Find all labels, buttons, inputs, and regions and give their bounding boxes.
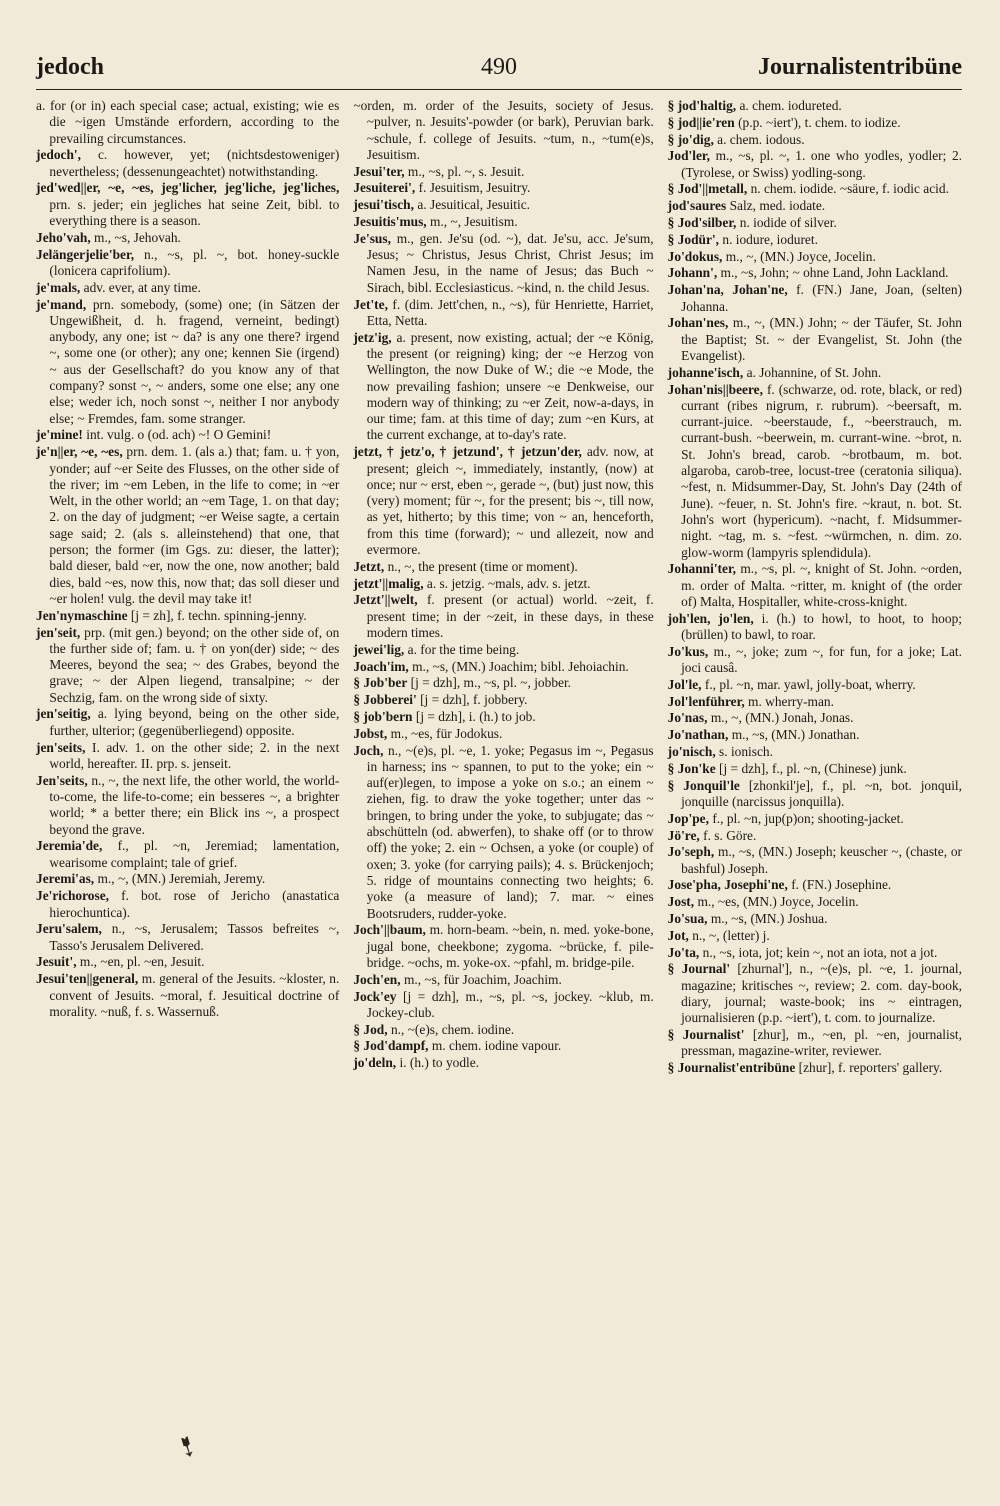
entry-definition: Salz, med. iodate.: [729, 198, 826, 214]
entry-headword: Jö're,: [667, 827, 700, 843]
entry-headword: § Jod,: [353, 1021, 388, 1037]
dictionary-entry: [668, 727, 962, 743]
entry-definition: m., ~en, pl. ~en, Jesuit.: [79, 954, 205, 970]
entry-definition: m., ~s, pl. ~, s. Jesuit.: [407, 163, 525, 179]
entry-headword: Jo'nathan,: [667, 727, 729, 743]
dictionary-entry: [36, 608, 339, 624]
entry-definition: n., ~(e)s, pl. ~e, 1. yoke; Pegasus im ~, Pegasus in harness; ins ~ spannen, to put to the yoke; ein ~ auf(er)legen, to impose a yoke on s.o.; an einem ~ ziehen, fig. to draw the yoke together; unter das ~ bringen, to bring under the yoke, to subjugate; das ~ abschütteln (od. abwerfen), to shake off (or to throw off) the yoke; 2. ein ~ Ochsen, a yoke (or couple) of oxen; 3. yoke (for carrying pails); 4. s. Brückenjoch; 5. ridge of mountains connecting two heights; 6. yoke (a measure of land); 7. mar. ~ eines Bootsruders, rudder-yoke.: [366, 742, 654, 921]
dictionary-entry: [668, 911, 962, 927]
dictionary-entry: [668, 198, 962, 214]
dictionary-entry: [353, 989, 653, 1022]
entry-definition: a. chem. iodous.: [717, 131, 805, 147]
entry-definition: n., ~(e)s, chem. iodine.: [390, 1021, 515, 1037]
entry-headword: jen'seit,: [36, 624, 81, 640]
entry-definition: m., ~es, für Jodokus.: [390, 725, 503, 741]
entry-headword: § jod'haltig,: [667, 98, 737, 113]
dictionary-entry: [353, 180, 653, 196]
entry-headword: Jo'dokus,: [667, 248, 723, 264]
dictionary-entry: [353, 197, 653, 213]
entry-definition: [zhur], f. reporters' gallery.: [798, 1060, 943, 1076]
entry-definition: m., ~s, (MN.) Joseph; keuscher ~, (chaste, or bashful) Joseph.: [681, 844, 962, 876]
entry-headword: Jesuitis'mus,: [353, 214, 427, 230]
dictionary-entry: [36, 773, 339, 838]
entry-definition: m., ~s, John; ~ ohne Land, John Lackland.: [720, 265, 949, 281]
entry-headword: Jeremi'as,: [36, 871, 95, 887]
dictionary-entry: [668, 945, 962, 961]
entry-headword: Joch'en,: [353, 971, 401, 987]
entry-headword: Jeru'salem,: [36, 921, 102, 937]
entry-definition: adv. now, at present; gleich ~, immediately, instantly, (now) at once; nur ~ erst, eben ~, gerade ~, (but) just now, this (very) moment; für ~, for the present; bis ~, till now, as yet, hitherto; by this time; von ~ an, henceforth, from this time (forward); ~ und allezeit, now and evermore.: [366, 444, 654, 558]
dictionary-entry: [668, 710, 962, 726]
entry-headword: Jobst,: [353, 725, 388, 741]
entry-headword: johanne'isch,: [667, 364, 744, 380]
entry-headword: Jesuiterei',: [353, 180, 416, 196]
entry-definition: [j = dzh], f., pl. ~n, (Chinese) junk.: [719, 760, 907, 776]
dictionary-entry: [668, 677, 962, 693]
entry-headword: Jen'nymaschine: [36, 607, 128, 623]
entry-definition: [zhonkil'je], f., pl. ~n, bot. jonquil, jonquille (narcissus jonquilla).: [681, 777, 962, 809]
dictionary-entry: [36, 297, 339, 427]
dictionary-entry: [353, 98, 653, 163]
entry-headword: joh'len, jo'len,: [667, 610, 754, 626]
entry-definition: m., ~s, Jehovah.: [94, 229, 181, 245]
dictionary-entry: [668, 265, 962, 281]
dictionary-entry: [36, 954, 339, 970]
entry-headword: Jesui'ten||general,: [36, 971, 139, 987]
dictionary-entry: [36, 427, 339, 443]
entry-definition: n., ~, the next life, the other world, the world-to-come, the life-to-come; ein besseres ~, a brighter world; * a better there; ein Blick ins ~, a prospect beyond the grave.: [49, 772, 340, 837]
entry-definition: [j = dzh], i. (h.) to job.: [415, 708, 536, 724]
dictionary-entry: [668, 249, 962, 265]
entry-headword: § Jod'||metall,: [667, 181, 748, 197]
dictionary-entry: [353, 743, 653, 922]
dictionary-entry: [668, 778, 962, 811]
entry-headword: Jetzt,: [353, 558, 385, 574]
dictionary-entry: [36, 180, 339, 229]
dictionary-entry: [668, 877, 962, 893]
entry-definition: f. present (or actual) world. ~zeit, f. present time; in der ~zeit, in these days, in these modern times.: [366, 592, 654, 640]
entry-definition: m., ~s, pl. ~, knight of St. John. ~orden, m. order of Malta. ~ritter, m. knight of (the order of) Malta, Hospitaller, white-cross-knight.: [681, 561, 962, 609]
dictionary-entry: [353, 642, 653, 658]
dictionary-entry: [353, 659, 653, 675]
entry-definition: f., pl. ~n, Jeremiad; lamentation, wearisome complaint; tale of grief.: [49, 838, 340, 870]
entry-definition: n., ~s, Jerusalem; Tassos befreites ~, Tasso's Jerusalem Delivered.: [49, 921, 340, 953]
dictionary-entry: [36, 625, 339, 706]
entry-headword: § Jonquil'le: [667, 777, 740, 793]
dictionary-entry: [353, 972, 653, 988]
entry-headword: § Journalist'entribüne: [667, 1060, 796, 1076]
entry-headword: jod'saures: [667, 198, 727, 214]
entry-headword: § Jodür',: [667, 231, 720, 247]
entry-definition: m., ~s, (MN.) Jonathan.: [731, 727, 860, 743]
dictionary-entry: [668, 644, 962, 677]
dictionary-entry: [353, 444, 653, 558]
entry-definition: f. (dim. Jett'chen, n., ~s), für Henriette, Harriet, Etta, Netta.: [366, 296, 654, 328]
dictionary-entry: [668, 961, 962, 1026]
dictionary-entry: [353, 726, 653, 742]
column-right: [668, 98, 962, 1077]
dictionary-entry: [36, 971, 339, 1020]
dictionary-entry: [668, 132, 962, 148]
entry-definition: a. s. jetzig. ~mals, adv. s. jetzt.: [426, 575, 591, 591]
entry-headword: Jeho'vah,: [36, 229, 91, 245]
margin-mark-icon: ➷: [169, 1428, 200, 1464]
dictionary-entry: [353, 1038, 653, 1054]
entry-headword: Jen'seits,: [36, 772, 88, 788]
dictionary-entry: [668, 365, 962, 381]
dictionary-entry: [668, 382, 962, 561]
dictionary-entry: [668, 561, 962, 610]
dictionary-entry: [668, 148, 962, 181]
dictionary-entry: [353, 214, 653, 230]
entry-definition: m. wherry-man.: [748, 693, 834, 709]
dictionary-entry: [36, 444, 339, 607]
entry-definition: n. chem. iodide. ~säure, f. iodic acid.: [750, 181, 949, 197]
dictionary-entry: [36, 247, 339, 280]
dictionary-entry: [353, 922, 653, 971]
entry-headword: jesui'tisch,: [353, 197, 414, 213]
dictionary-entry: [353, 592, 653, 641]
entry-headword: jen'seitig,: [36, 706, 91, 722]
entry-headword: jen'seits,: [36, 739, 86, 755]
entry-definition: a. for (or in) each special case; actual, existing; wie es die ~igen Umstände erfordern, according to the prevailing circumstances.: [36, 98, 340, 146]
left-guide-word: jedoch: [36, 54, 104, 80]
entry-definition: m., ~, joke; zum ~, for fun, for a joke; Lat. joci causâ.: [681, 643, 962, 676]
entry-headword: § job'bern: [353, 708, 413, 724]
entry-headword: Johann',: [667, 265, 718, 281]
dictionary-entry: [668, 761, 962, 777]
entry-definition: int. vulg. o (od. ach) ~! O Gemini!: [86, 427, 272, 443]
entry-headword: § Journal': [667, 961, 731, 977]
dictionary-entry: [353, 231, 653, 296]
entry-headword: Jeremia'de,: [36, 838, 103, 854]
dictionary-entry: [668, 115, 962, 131]
entry-headword: Jo'seph,: [667, 844, 715, 860]
column-middle: [353, 98, 653, 1077]
entry-definition: n., ~s, pl. ~, bot. honey-suckle (lonicera caprifolium).: [49, 246, 340, 278]
entry-headword: § Jod'silber,: [667, 215, 737, 231]
entry-headword: Je'richorose,: [36, 888, 110, 904]
dictionary-entry: [36, 740, 339, 773]
entry-headword: je'mals,: [36, 279, 81, 295]
entry-definition: i. (h.) to yodle.: [399, 1055, 480, 1071]
entry-definition: n. iodure, ioduret.: [722, 231, 818, 247]
entry-definition: n., ~s, iota, jot; kein ~, not an iota, not a jot.: [702, 944, 938, 960]
dictionary-entry: [668, 215, 962, 231]
entry-definition: f. Jesuitism, Jesuitry.: [418, 180, 531, 196]
dictionary-entry: [668, 1060, 962, 1076]
entry-definition: [zhurnal'], n., ~(e)s, pl. ~e, 1. journal, magazine; kritisches ~, review; 2. com. day-book, diary, journal; waste-book; ins ~ eintragen, journalisieren (p.p. ~iert'), t. com. to journalize.: [681, 961, 962, 1026]
entry-definition: m. horn-beam. ~bein, n. med. yoke-bone, jugal bone, cheekbone; zygoma. ~brücke, f. pile-bridge. ~ochs, m. yoke-ox. ~pfahl, m. bridge-pile.: [366, 922, 654, 970]
entry-definition: a. for the time being.: [407, 641, 520, 657]
dictionary-entry: [353, 330, 653, 444]
entry-definition: m., ~es, (MN.) Joyce, Jocelin.: [697, 894, 859, 910]
entry-definition: m., ~s, für Joachim, Joachim.: [403, 971, 562, 987]
entry-definition: prn. dem. 1. (als a.) that; fam. u. † yon, yonder; auf ~er Seite des Flusses, on the other side of the river; im ~em Leben, in the life to come; in ~er Welt, in the other world; an ~em Tage, 1. on that day; 2. on the day of judgment; ~er Weise sagte, a certain sage said; 2. (als s. alleinstehend) that one, that person; the former (im Ggs. zu: dieser, the latter); bald dieser, bald ~er, now the one, now another; bald dies, bald ~es, now this, now that; das soll dieser und ~er holen! vulg. the devil may take it!: [49, 444, 340, 606]
dictionary-entry: [36, 838, 339, 871]
entry-headword: Jo'nas,: [667, 710, 708, 726]
entry-headword: jo'deln,: [353, 1055, 397, 1071]
entry-definition: [j = dzh], m., ~s, pl. ~s, jockey. ~klub, m. Jockey-club.: [366, 988, 654, 1020]
entry-headword: Jop'pe,: [667, 810, 709, 826]
entry-definition: m., ~, Jesuitism.: [430, 214, 518, 230]
page-number: 490: [481, 54, 517, 80]
dictionary-entry: [668, 181, 962, 197]
entry-headword: § Journalist': [667, 1027, 745, 1043]
dictionary-entry: [668, 98, 962, 114]
entry-definition: f. bot. rose of Jericho (anastatica hierochuntica).: [49, 888, 340, 920]
dictionary-entry: [668, 928, 962, 944]
dictionary-entry: [36, 230, 339, 246]
entry-headword: Johan'nis||beere,: [667, 381, 763, 397]
dictionary-entry: [668, 894, 962, 910]
entry-definition: s. ionisch.: [719, 744, 773, 760]
entry-headword: Jol'lenführer,: [667, 693, 745, 709]
entry-definition: n., ~, (letter) j.: [692, 927, 770, 943]
dictionary-entry: [353, 709, 653, 725]
entry-definition: m., ~s, (MN.) Joshua.: [710, 911, 828, 927]
dictionary-entry: [36, 98, 339, 147]
entry-headword: Jost,: [667, 894, 695, 910]
entry-headword: Jesuit',: [36, 954, 77, 970]
entry-headword: Jo'sua,: [667, 911, 708, 927]
entry-headword: Jo'kus,: [667, 643, 709, 659]
entry-headword: Jesui'ter,: [353, 163, 405, 179]
dictionary-entry: [668, 694, 962, 710]
dictionary-entry: [36, 888, 339, 921]
entry-headword: Joch,: [353, 742, 384, 758]
dictionary-entry: [353, 675, 653, 691]
entry-headword: Johan'nes,: [667, 315, 729, 331]
dictionary-entry: [353, 559, 653, 575]
dictionary-entry: [668, 828, 962, 844]
entry-definition: [zhur], m., ~en, pl. ~en, journalist, pressman, magazine-writer, reviewer.: [681, 1027, 962, 1059]
entry-headword: jed'wed||er, ~e, ~es, jeg'licher, jeg'liche, jeg'liches,: [36, 180, 340, 196]
entry-headword: § Jobberei': [353, 692, 417, 708]
dictionary-entry: [353, 576, 653, 592]
dictionary-entry: [353, 1022, 653, 1038]
entry-headword: Jo'ta,: [667, 944, 700, 960]
entry-definition: a. Johannine, of St. John.: [746, 364, 882, 380]
dictionary-entry: [668, 315, 962, 364]
entry-definition: a. present, now existing, actual; der ~e König, the present (or reigning) king; der ~e Herzog von Wellington, the now Duke of W.; die ~e Mode, the now prevailing fashion; unsere ~e Denkweise, our modern way of thinking; zu ~er Zeit, now-a-days, in our time; fam. at this time of day; zum ~en Kurs, at the current exchange, at to-day's rate.: [366, 329, 654, 443]
page-header: [36, 54, 962, 90]
entry-definition: a. chem. iodureted.: [739, 98, 842, 113]
entry-definition: m. chem. iodine vapour.: [431, 1038, 562, 1054]
entry-headword: Jelängerjelie'ber,: [36, 246, 135, 262]
entry-definition: m., ~, (MN.) Joyce, Jocelin.: [725, 248, 876, 264]
entry-definition: a. Jesuitical, Jesuitic.: [417, 197, 531, 213]
entry-headword: Jot,: [667, 927, 689, 943]
entry-definition: m., gen. Je'su (od. ~), dat. Je'su, acc. Je'sum, Jesus; ~ Christus, Jesus Christ, Christ Jesus; im Namen Jesu, in the name of Jesus; das Buch ~ Sirach, bibl. Ecclesiasticus. ~kind, n. the child Jesus.: [366, 230, 654, 295]
dictionary-entry: [353, 164, 653, 180]
dictionary-entry: [36, 871, 339, 887]
entry-headword: § jod||ie'ren: [667, 114, 735, 130]
entry-definition: m., ~s, (MN.) Joachim; bibl. Jehoiachin.: [412, 658, 629, 674]
entry-headword: Johan'na, Johan'ne,: [667, 282, 788, 298]
entry-headword: Je'sus,: [353, 230, 391, 246]
dictionary-entry: [353, 1055, 653, 1071]
entry-headword: je'n||er, ~e, ~es,: [36, 444, 123, 460]
entry-definition: m., ~s, pl. ~, 1. one who yodles, yodler; 2. (Tyrolese, or Swiss) yodling-song.: [681, 148, 962, 180]
entry-definition: m., ~, (MN.) Jeremiah, Jeremy.: [97, 871, 266, 887]
entry-headword: Johanni'ter,: [667, 561, 737, 577]
entry-definition: f., pl. ~n, jup(p)on; shooting-jacket.: [712, 810, 904, 826]
entry-definition: c. however, yet; (nichtsdestoweniger) nevertheless; (dessenungeachtet) notwithstanding.: [49, 147, 340, 179]
dictionary-entry: [353, 692, 653, 708]
entry-headword: jetzt, † jetz'o, † jetzund', † jetzun'der,: [353, 444, 582, 460]
dictionary-columns: [36, 98, 962, 1077]
entry-headword: § Job'ber: [353, 675, 408, 691]
entry-headword: Jose'pha, Josephi'ne,: [667, 877, 788, 893]
entry-definition: i. (h.) to howl, to hoot, to hoop; (brüllen) to bawl, to roar.: [681, 610, 962, 642]
dictionary-entry: [668, 611, 962, 644]
dictionary-entry: [36, 280, 339, 296]
dictionary-entry: [668, 744, 962, 760]
entry-headword: jedoch',: [36, 147, 82, 163]
entry-headword: Jock'ey: [353, 988, 397, 1004]
entry-headword: § Jon'ke: [667, 760, 716, 776]
entry-headword: Joach'im,: [353, 658, 409, 674]
entry-definition: f. (FN.) Jane, Joan, (selten) Johanna.: [681, 282, 962, 314]
entry-headword: je'mine!: [36, 427, 83, 443]
entry-definition: ~orden, m. order of the Jesuits, society of Jesus. ~pulver, n. Jesuits'-powder (or bark), Peruvian bark. ~schule, f. college of Jesuits. ~tum, n., ~tum(e)s, Jesuitism.: [353, 98, 654, 162]
entry-definition: (p.p. ~iert'), t. chem. to iodize.: [738, 114, 901, 130]
entry-headword: jewei'lig,: [353, 641, 405, 657]
column-left: [36, 98, 339, 1077]
right-guide-word: Journalistentribüne: [757, 54, 962, 80]
entry-definition: m. general of the Jesuits. ~kloster, n. convent of Jesuits. ~moral, f. Jesuitical doctrine of morality. ~nuß, f. s. Wassernuß.: [49, 971, 340, 1019]
entry-headword: jetz'ig,: [353, 329, 392, 345]
entry-definition: f., pl. ~n, mar. yawl, jolly-boat, wherry.: [704, 676, 916, 692]
entry-definition: n. iodide of silver.: [739, 215, 837, 231]
entry-definition: m., ~, (MN.) John; ~ der Täufer, St. John the Baptist; St. ~ der Evangelist, St. John (the Evangelist).: [681, 315, 962, 363]
dictionary-entry: [668, 282, 962, 315]
dictionary-entry: [36, 921, 339, 954]
entry-definition: f. (FN.) Josephine.: [791, 877, 892, 893]
entry-headword: jo'nisch,: [667, 744, 716, 760]
dictionary-entry: [668, 844, 962, 877]
entry-definition: [j = zh], f. techn. spinning-jenny.: [130, 607, 307, 623]
dictionary-entry: [668, 1027, 962, 1060]
entry-definition: f. s. Göre.: [703, 827, 757, 843]
dictionary-entry: [36, 706, 339, 739]
entry-definition: m., ~, (MN.) Jonah, Jonas.: [710, 710, 854, 726]
entry-definition: [j = dzh], m., ~s, pl. ~, jobber.: [410, 675, 572, 691]
entry-definition: [j = dzh], f. jobbery.: [420, 692, 528, 708]
entry-headword: Joch'||baum,: [353, 922, 426, 938]
entry-definition: f. (schwarze, od. rote, black, or red) currant (ribes nigrum, r. rubrum). ~beersaft, m. currant-juice. ~beerstaude, f., ~beerstrauch, m. currant-bush. ~beerwein, m. currant-wine. ~brot, n. St. John's bread, carob. ~brotbaum, m. bot. algaroba, carob-tree, locust-tree (ceratonia siliqua). ~fest, n. Midsummer-Day, St. John's Day (24th of June). ~feuer, n. St. John's fire. ~kraut, n. bot. St. John's wort (hypericum). ~nacht, f. Midsummer-night. ~tag, m. s. ~fest. ~würmchen, n. dim. zo. glow-worm (lampyris splendidula).: [681, 381, 962, 560]
entry-definition: adv. ever, at any time.: [83, 279, 201, 295]
entry-definition: prp. (mit gen.) beyond; on the other side of, on the further side of; fam. u. † on yon(der) side; ~ des Meeres, beyond the sea; ~ des Grabes, beyond the grave; ~ der Alpen liegend, transalpine; ~ der Sechzig, fam. on the wrong side of sixty.: [49, 624, 340, 705]
entry-headword: § Jod'dampf,: [353, 1038, 429, 1054]
entry-definition: I. adv. 1. on the other side; 2. in the next world, hereafter. II. prp. s. jenseit.: [49, 739, 340, 771]
entry-headword: Jet'te,: [353, 296, 388, 312]
dictionary-entry: [353, 297, 653, 330]
entry-headword: Jol'le,: [667, 676, 702, 692]
entry-definition: a. lying beyond, being on the other side, further, ulterior; (gegenüberliegend) opposite.: [49, 706, 340, 738]
entry-headword: Jetzt'||welt,: [353, 592, 418, 608]
dictionary-entry: [36, 147, 339, 180]
dictionary-entry: [668, 811, 962, 827]
entry-headword: jetzt'||malig,: [353, 575, 424, 591]
entry-definition: n., ~, the present (time or moment).: [387, 558, 578, 574]
entry-definition: prn. s. jeder; ein jegliches hat seine Zeit, bibl. to everything there is a season.: [49, 196, 340, 229]
dictionary-entry: [668, 232, 962, 248]
entry-headword: je'mand,: [36, 296, 87, 312]
entry-headword: Jod'ler,: [667, 148, 710, 164]
entry-definition: prn. somebody, (some) one; (in Sätzen der Ungewißheit, d. h. fragend, verneint, bedingt) anybody, any one; ist ~ da? is any one there? irgend ~, some one (or other); any one; kennen Sie (irgend) ~ aus der Gesellschaft? do you know any of that company? sonst ~, ~ anders, some one else; any one else; weder ich, noch sonst ~, neither I nor anybody else; ~ Fremdes, fam. some stranger.: [49, 296, 340, 426]
entry-headword: § jo'dig,: [667, 131, 714, 147]
